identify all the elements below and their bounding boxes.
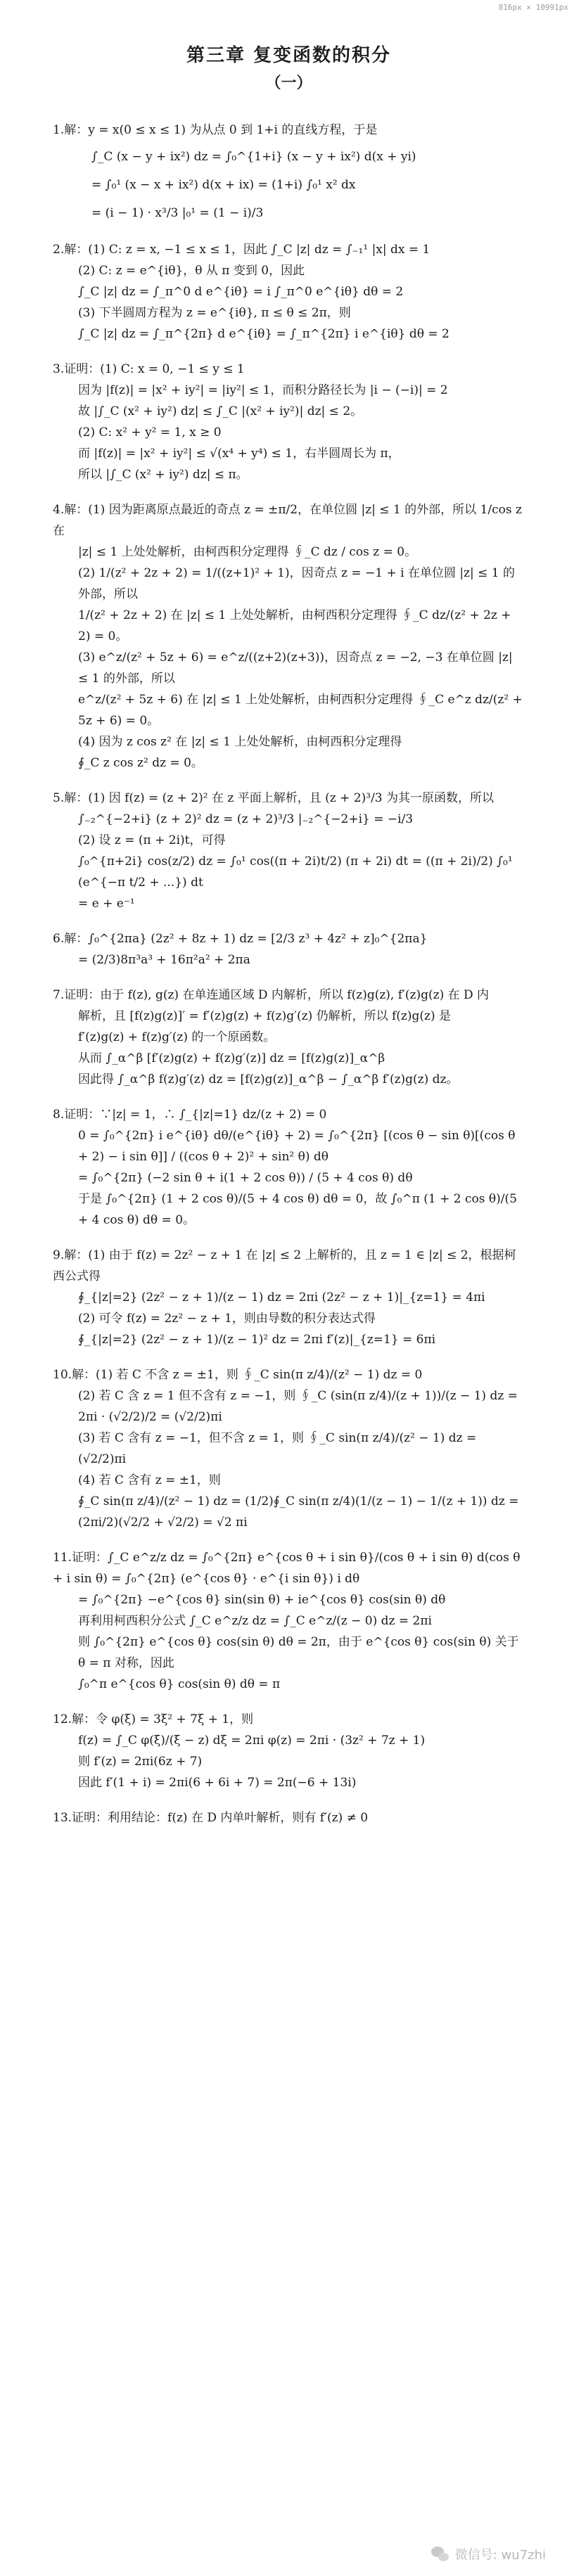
problem-text: 证明：∫_C e^z/z dz = ∫₀^{2π} e^{cos θ + i sin θ}/(cos θ + i sin θ) d(cos θ + i sin θ) = ∫₀^{2π} (e^{cos θ} · e^{i sin θ}) i dθ: [53, 1551, 524, 1586]
problem-line: ∫_C |z| dz = ∫_π^{2π} d e^{iθ} = ∫_π^{2π} i e^{iθ} dθ = 2: [78, 327, 449, 341]
problem-line: 则 ∫₀^{2π} e^{cos θ} cos(sin θ) dθ = 2π，由于 e^{cos θ} cos(sin θ) 关于 θ = π 对称，因此: [78, 1635, 523, 1670]
problem-item: [53, 359, 525, 485]
problem-line: 再利用柯西积分公式 ∫_C e^z/z dz = ∫_C e^z/(z − 0) dz = 2πi: [78, 1614, 432, 1628]
problem-line: 从而 ∫_α^β [f′(z)g(z) + f(z)g′(z)] dz = [f(z)g(z)]_α^β: [78, 1051, 385, 1065]
problem-line: (4) 因为 z cos z² 在 |z| ≤ 1 上处处解析，由柯西积分定理得: [78, 735, 402, 749]
problem-number: 2.: [53, 243, 65, 257]
problem-line: 0 = ∫₀^{2π} i e^{iθ} dθ/(e^{iθ} + 2) = ∫₀^{2π} [(cos θ − sin θ)[(cos θ + 2) − i sin θ]] / ((cos θ + 2)² + sin² θ) dθ: [78, 1129, 519, 1164]
problem-number: 9.: [53, 1248, 65, 1262]
problem-header: [53, 1364, 525, 1385]
watermark: [431, 2545, 546, 2563]
problem-line: e^z/(z² + 5z + 6) 在 |z| ≤ 1 上处处解析，由柯西积分定理得 ∮_C e^z dz/(z² + 5z + 6) = 0。: [78, 693, 527, 728]
problem-text: 解：(1) C: z = x, −1 ≤ x ≤ 1，因此 ∫_C |z| dz = ∫₋₁¹ |x| dx = 1: [64, 243, 431, 257]
problem-number: 1.: [53, 123, 65, 137]
problem-line: (2) 可令 f(z) = 2z² − z + 1，则由导数的积分表达式得: [78, 1312, 376, 1326]
problem-header: [53, 359, 525, 380]
problem-header: [53, 1104, 525, 1125]
problem-item: [53, 1547, 525, 1695]
problem-text: 证明：利用结论：f(z) 在 D 内单叶解析，则有 f′(z) ≠ 0: [72, 1811, 369, 1825]
problem-line: (4) 若 C 含有 z = ±1，则: [78, 1473, 221, 1487]
problem-line: (3) 下半圆周方程为 z = e^{iθ}, π ≤ θ ≤ 2π，则: [78, 306, 351, 320]
problem-number: 5.: [53, 791, 65, 805]
problem-number: 3.: [53, 362, 65, 376]
problem-line: f′(z)g(z) + f(z)g′(z) 的一个原函数。: [78, 1030, 276, 1044]
problem-line: ∫_C |z| dz = ∫_π^0 d e^{iθ} = i ∫_π^0 e^{iθ} dθ = 2: [78, 285, 404, 299]
section-subtitle: （一）: [265, 74, 312, 92]
image-size-label: 816px × 10991px: [498, 3, 568, 12]
problem-text: 证明：由于 f(z), g(z) 在单连通区域 D 内解析，所以 f(z)g(z), f′(z)g(z) 在 D 内: [64, 988, 490, 1002]
problem-item: [53, 985, 525, 1090]
problem-text: 证明：(1) C: x = 0, −1 ≤ y ≤ 1: [64, 362, 245, 376]
document-page: [0, 21, 574, 1843]
problem-number: 13.: [53, 1811, 72, 1825]
problem-item: [53, 1245, 525, 1350]
problem-header: [53, 120, 525, 141]
problem-item: [53, 120, 525, 225]
problem-number: 10.: [53, 1368, 72, 1382]
problem-line: 因此 f′(1 + i) = 2πi(6 + 6i + 7) = 2π(−6 + 13i): [78, 1776, 357, 1790]
problem-text: 解：y = x(0 ≤ x ≤ 1) 为从点 0 到 1+i 的直线方程，于是: [64, 123, 378, 137]
problem-line: (3) 若 C 含有 z = −1，但不含 z = 1，则 ∮_C sin(π z/4)/(z² − 1) dz = (√2/2)πi: [78, 1431, 480, 1466]
problem-list: [53, 120, 525, 1828]
problem-header: [53, 928, 525, 949]
problem-line: ∮_C sin(π z/4)/(z² − 1) dz = (1/2)∮_C sin(π z/4)(1/(z − 1) − 1/(z + 1)) dz = (2πi/2)(√2/2 + √2/2) = √2 πi: [78, 1494, 523, 1530]
problem-line: 1/(z² + 2z + 2) 在 |z| ≤ 1 上处处解析，由柯西积分定理得 ∮_C dz/(z² + 2z + 2) = 0。: [78, 608, 515, 643]
problem-text: 解：令 φ(ξ) = 3ξ² + 7ξ + 1，则: [72, 1712, 254, 1726]
problem-line: 于是 ∫₀^{2π} (1 + 2 cos θ)/(5 + 4 cos θ) dθ = 0，故 ∫₀^π (1 + 2 cos θ)/(5 + 4 cos θ) dθ = 0。: [78, 1192, 521, 1227]
problem-number: 7.: [53, 988, 65, 1002]
problem-text: 解：(1) 若 C 不含 z = ±1，则 ∮_C sin(π z/4)/(z² − 1) dz = 0: [72, 1368, 423, 1382]
problem-line: 解析，且 [f(z)g(z)]′ = f′(z)g(z) + f(z)g′(z) 仍解析，所以 f(z)g(z) 是: [78, 1009, 452, 1023]
chapter-title: 第三章 复变函数的积分: [186, 45, 392, 66]
problem-number: 12.: [53, 1712, 72, 1726]
problem-text: 解：(1) 因 f(z) = (z + 2)² 在 z 平面上解析，且 (z + 2)³/3 为其一原函数，所以: [64, 791, 495, 805]
formula-line: ∫_C (x − y + ix²) dz = ∫₀^{1+i} (x − y + ix²) d(x + yi): [91, 150, 416, 164]
problem-header: [53, 239, 525, 260]
problem-number: 6.: [53, 932, 65, 946]
problem-item: [53, 1364, 525, 1533]
formula-line: = ∫₀¹ (x − x + ix²) d(x + ix) = (1+i) ∫₀¹ x² dx: [91, 178, 356, 192]
problem-text: 解：∫₀^{2πa} (2z² + 8z + 1) dz = [2/3 z³ + 4z² + z]₀^{2πa}: [64, 932, 428, 946]
problem-item: [53, 499, 525, 774]
problem-line: ∮_{|z|=2} (2z² − z + 1)/(z − 1) dz = 2πi (2z² − z + 1)|_{z=1} = 4πi: [78, 1290, 485, 1305]
problem-text: 解：(1) 由于 f(z) = 2z² − z + 1 在 |z| ≤ 2 上解析的，且 z = 1 ∈ |z| ≤ 2，根据柯西公式得: [53, 1248, 516, 1283]
problem-line: = ∫₀^{2π} (−2 sin θ + i(1 + 2 cos θ)) / (5 + 4 cos θ) dθ: [78, 1171, 413, 1185]
problem-line: 因为 |f(z)| = |x² + iy²| = |iy²| ≤ 1，而积分路径长为 |i − (−i)| = 2: [78, 383, 448, 397]
problem-text: 证明：∵|z| = 1，∴ ∫_{|z|=1} dz/(z + 2) = 0: [64, 1108, 327, 1122]
problem-number: 4.: [53, 503, 65, 517]
problem-item: [53, 788, 525, 914]
problem-line: 所以 |∫_C (x² + iy²) dz| ≤ π。: [78, 468, 248, 482]
problem-header: [53, 1547, 525, 1589]
problem-line: 因此得 ∫_α^β f(z)g′(z) dz = [f(z)g(z)]_α^β − ∫_α^β f′(z)g(z) dz。: [78, 1072, 459, 1087]
problem-line: = (2/3)8π³a³ + 16π²a² + 2πa: [78, 953, 250, 967]
problem-item: [53, 1709, 525, 1793]
problem-line: (2) 设 z = (π + 2i)t，可得: [78, 833, 226, 847]
watermark-text: 微信号: wu7zhi: [454, 2548, 546, 2563]
problem-line: f(z) = ∫_C φ(ξ)/(ξ − z) dξ = 2πi φ(z) = 2πi · (3z² + 7z + 1): [78, 1734, 426, 1748]
problem-line: = ∫₀^{2π} −e^{cos θ} sin(sin θ) + ie^{cos θ} cos(sin θ) dθ: [78, 1593, 446, 1607]
problem-line: ∮_C z cos z² dz = 0。: [78, 756, 203, 770]
problem-line: = e + e⁻¹: [78, 897, 135, 911]
problem-line: ∫₀^{π+2i} cos(z/2) dz = ∫₀¹ cos((π + 2i)t/2) (π + 2i) dt = ((π + 2i)/2) ∫₀¹ (e^{−π t/2 + ...}) dt: [78, 854, 517, 890]
problem-line: (2) C: z = e^{iθ}，θ 从 π 变到 0，因此: [78, 264, 305, 278]
problem-header: [53, 499, 525, 542]
problem-item: [53, 239, 525, 345]
problem-line: ∮_{|z|=2} (2z² − z + 1)/(z − 1)² dz = 2πi f′(z)|_{z=1} = 6πi: [78, 1333, 436, 1347]
problem-number: 11.: [53, 1551, 72, 1565]
problem-line: |z| ≤ 1 上处处解析，由柯西积分定理得 ∮_C dz / cos z = 0。: [78, 545, 417, 559]
problem-text: 解：(1) 因为距离原点最近的奇点 z = ±π/2，在单位圆 |z| ≤ 1 的外部，所以 1/cos z 在: [53, 503, 526, 538]
problem-item: [53, 1104, 525, 1231]
problem-line: 故 |∫_C (x² + iy²) dz| ≤ ∫_C |(x² + iy²)| dz| ≤ 2。: [78, 404, 363, 418]
top-bar: [0, 0, 574, 15]
problem-line: 而 |f(z)| = |x² + iy²| ≤ √(x⁴ + y⁴) ≤ 1，右半圆周长为 π，: [78, 447, 400, 461]
problem-line: (2) C: x² + y² = 1, x ≥ 0: [78, 425, 222, 440]
formula-line: = (i − 1) · x³/3 |₀¹ = (1 − i)/3: [91, 206, 264, 220]
problem-item: [53, 1807, 525, 1828]
problem-number: 8.: [53, 1108, 65, 1122]
problem-header: [53, 985, 525, 1006]
problem-line: (2) 若 C 含 z = 1 但不含有 z = −1，则 ∮_C (sin(π z/4)/(z + 1))/(z − 1) dz = 2πi · (√2/2)/2 = (√2/2)πi: [78, 1389, 522, 1424]
problem-line: 则 f′(z) = 2πi(6z + 7): [78, 1755, 203, 1769]
problem-header: [53, 1245, 525, 1287]
problem-header: [53, 788, 525, 809]
wechat-icon: [431, 2546, 449, 2562]
problem-line: ∫₀^π e^{cos θ} cos(sin θ) dθ = π: [78, 1677, 281, 1691]
problem-header: [53, 1709, 525, 1730]
problem-header: [53, 1807, 525, 1828]
problem-line: (3) e^z/(z² + 5z + 6) = e^z/((z+2)(z+3))，因奇点 z = −2, −3 在单位圆 |z| ≤ 1 的外部，所以: [78, 651, 517, 686]
problem-item: [53, 928, 525, 970]
problem-line: (2) 1/(z² + 2z + 2) = 1/((z+1)² + 1)，因奇点 z = −1 + i 在单位圆 |z| ≤ 1 的外部，所以: [78, 566, 516, 601]
problem-line: ∫₋₂^{−2+i} (z + 2)² dz = (z + 2)³/3 |₋₂^{−2+i} = −i/3: [78, 812, 414, 826]
